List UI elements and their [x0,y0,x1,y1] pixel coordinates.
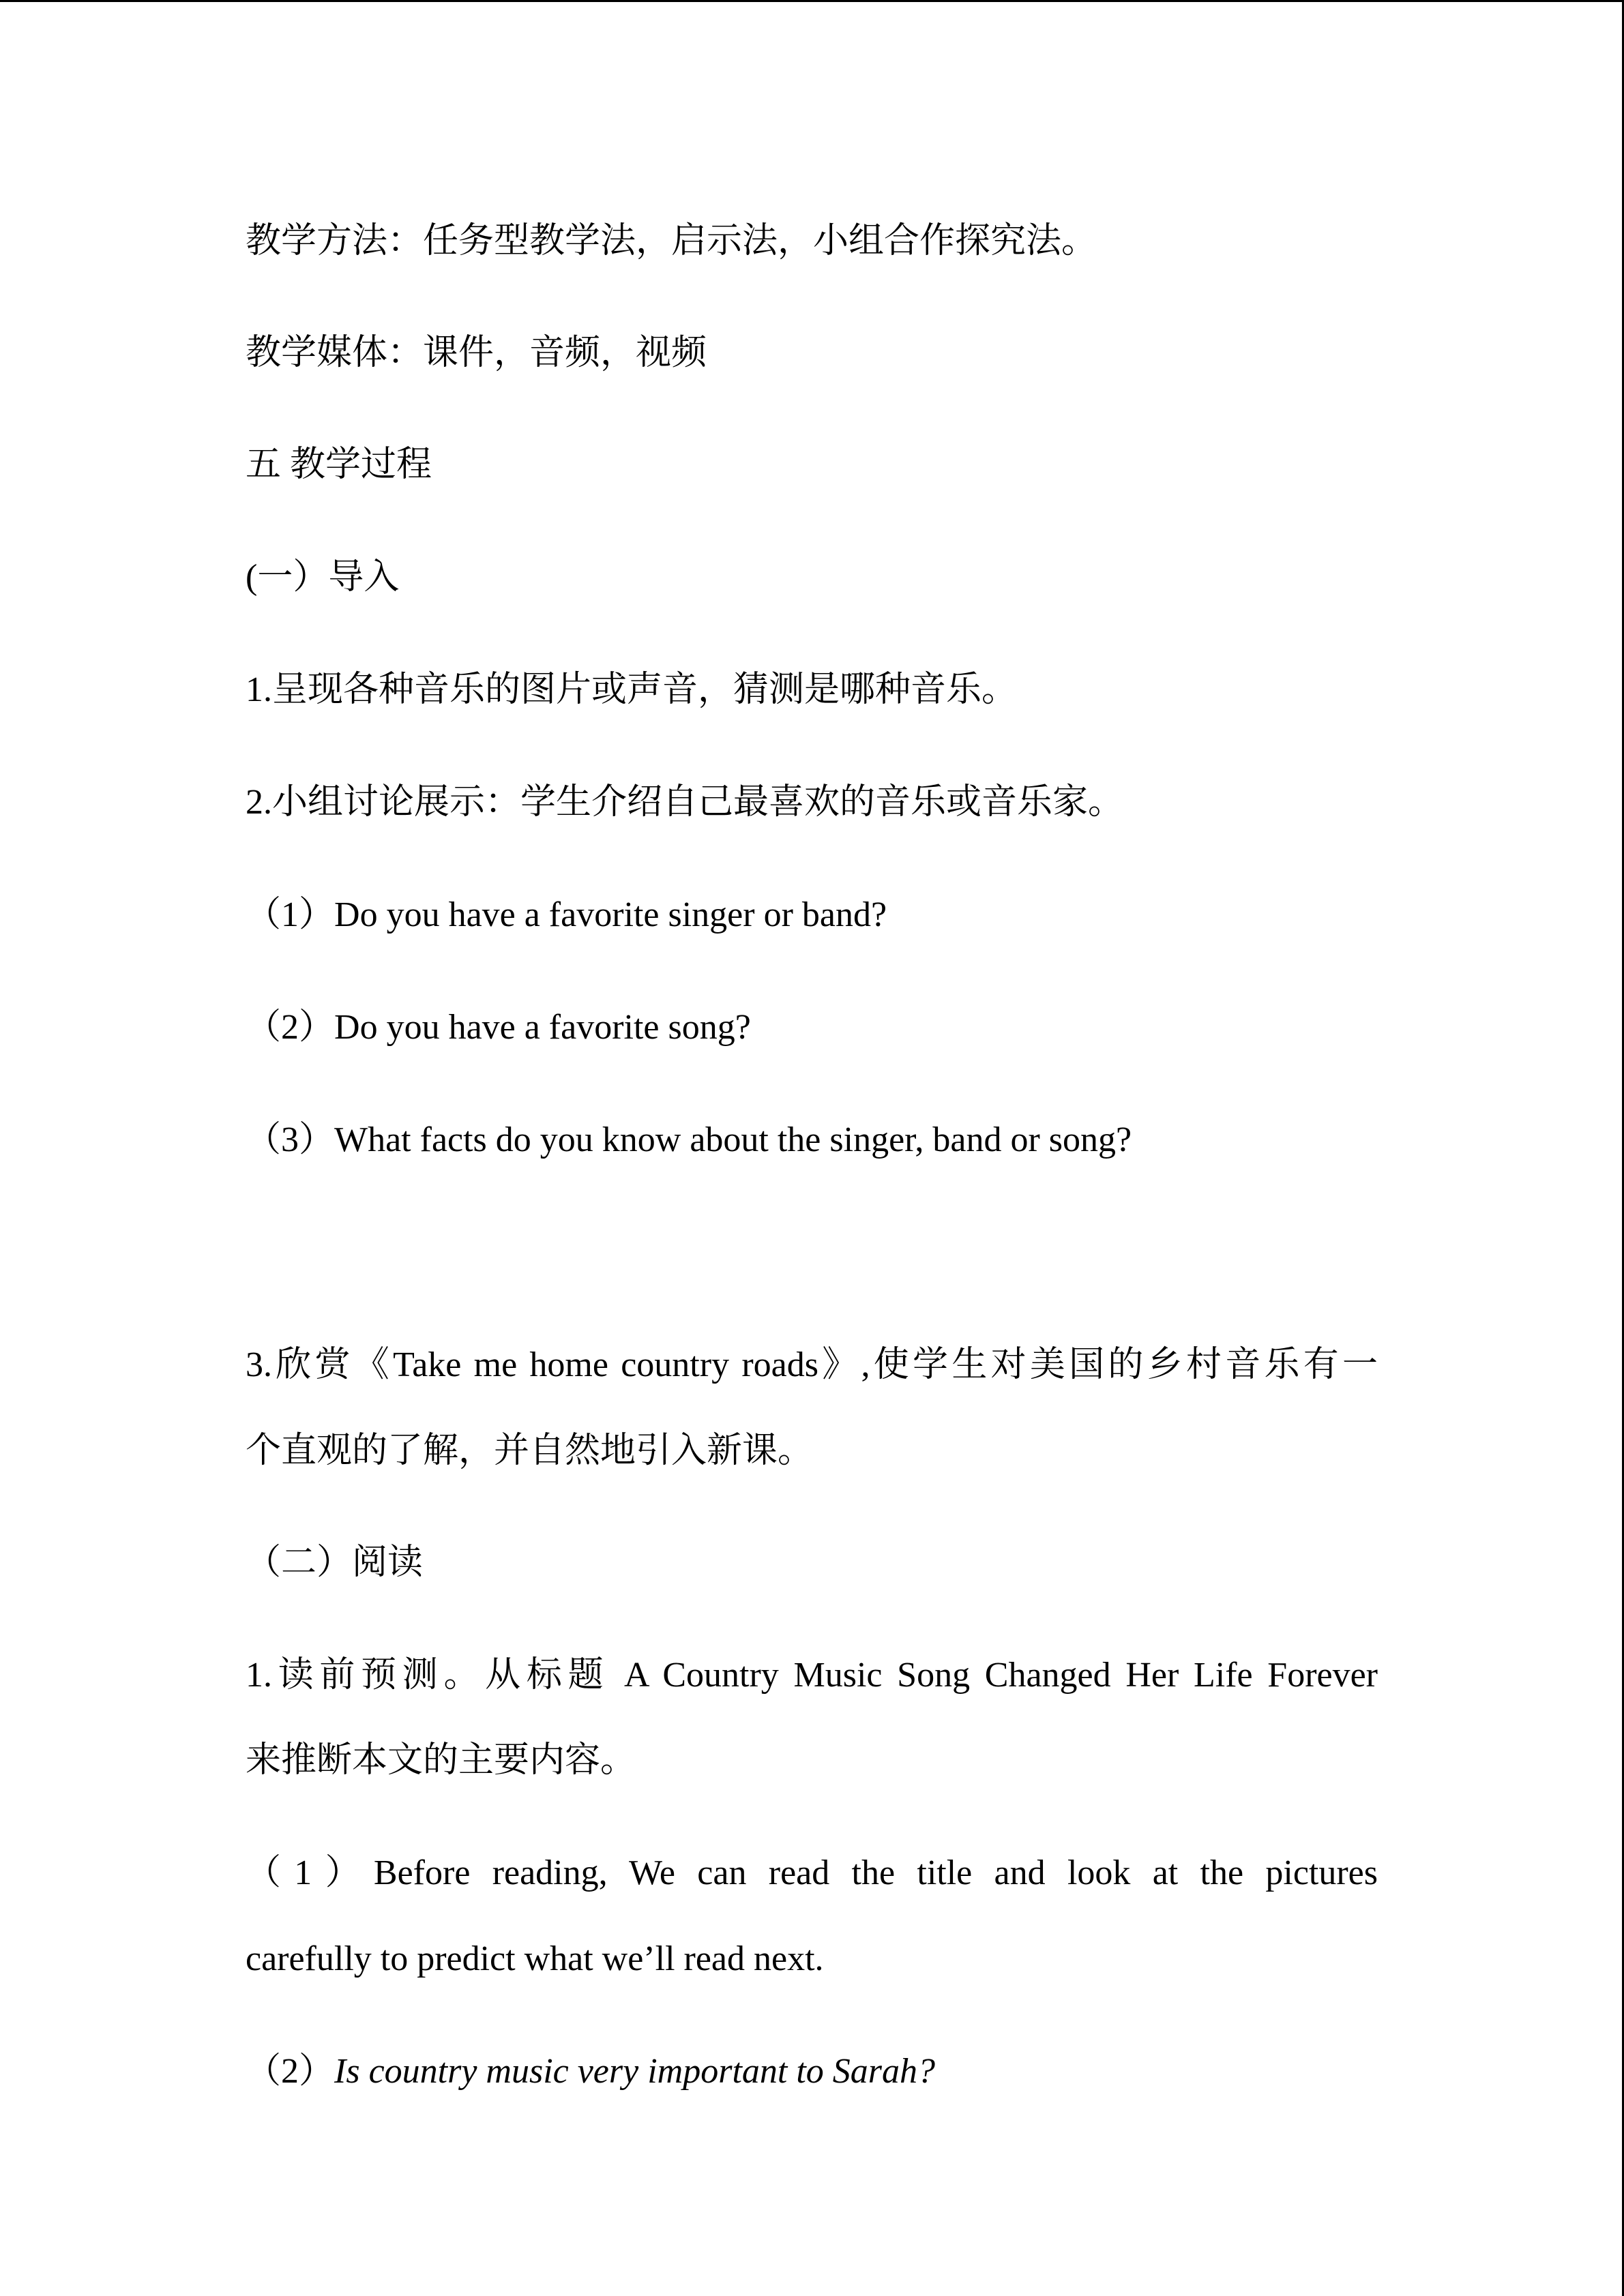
question-number: （1） [246,895,335,934]
teaching-method-line: 教学方法：任务型教学法，启示法，小组合作探究法。 [246,222,1097,260]
question-number: （2） [246,1008,335,1047]
question-text: Do you have a favorite singer or band? [334,895,887,934]
intro-list-item-3-line-2: 个直观的了解，并自然地引入新课。 [246,1431,814,1470]
subsection-heading-introduction: (一）导入 [246,558,400,597]
question-text: Before reading, We can read the title and look at the pictures [373,1853,1378,1892]
reading-question-1-line-1 [246,1852,1378,1894]
question-number: （2） [246,2052,335,2091]
discussion-question-2 [246,1007,1378,1049]
discussion-question-1 [246,894,1378,936]
question-number: （3） [246,1120,335,1159]
reading-question-1-line-2: carefully to predict what we’ll read next. [246,1939,824,1978]
intro-list-item-2: 2.小组讨论展示：学生介绍自己最喜欢的音乐或音乐家。 [246,783,1124,822]
question-text: What facts do you know about the singer, band or song? [334,1120,1132,1159]
teaching-media-line: 教学媒体：课件，音频，视频 [246,333,707,372]
reading-list-item-1-line-2: 来推断本文的主要内容。 [246,1741,636,1780]
question-number: （1） [246,1853,374,1892]
intro-list-item-3-line-1: 3.欣赏《Take me home country roads》,使学生对美国的乡村音乐有一 [246,1345,1378,1384]
question-text: Is country music very important to Sarah? [334,2052,936,2091]
section-heading-teaching-process: 五 教学过程 [246,445,432,484]
reading-list-item-1-line-1: 1.读前预测。从标题 A Country Music Song Changed Her Life Forever [246,1656,1378,1695]
intro-list-item-1: 1.呈现各种音乐的图片或声音，猜测是哪种音乐。 [246,670,1018,709]
discussion-question-3 [246,1119,1378,1161]
subsection-heading-reading: （二）阅读 [246,1543,424,1582]
reading-question-2 [246,2051,1378,2093]
question-text: Do you have a favorite song? [334,1008,751,1047]
